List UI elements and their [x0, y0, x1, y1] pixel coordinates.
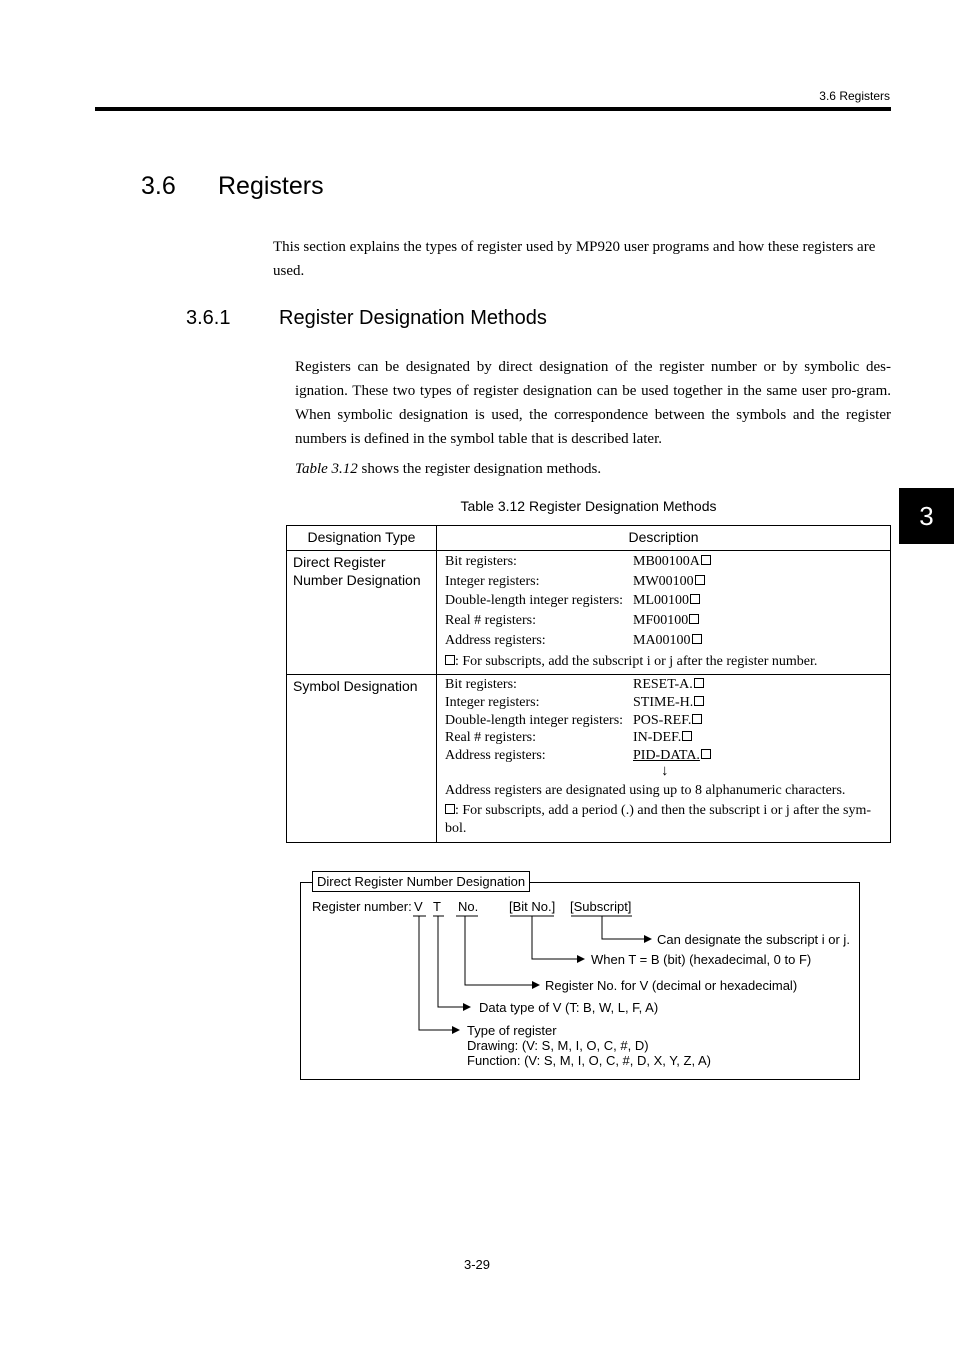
- symbol-row-value: IN-DEF.: [633, 730, 692, 746]
- subscript-box-icon: [445, 804, 455, 814]
- symbol-row-value: PID-DATA.: [633, 748, 711, 764]
- callout-bit-no: When T = B (bit) (hexadecimal, 0 to F): [591, 952, 812, 967]
- callout-drawing: Drawing: (V: S, M, I, O, C, #, D): [467, 1038, 649, 1053]
- callout-register-type: [467, 1023, 711, 1068]
- header-designation-type: Designation Type: [307, 529, 416, 545]
- symbol-row-name: Integer registers:: [445, 695, 540, 710]
- symbol-note-length: Address registers are designated using up to 8 alphanumeric characters.: [445, 783, 846, 798]
- table-reference: Table 3.12: [295, 461, 358, 477]
- callout-data-type: Data type of V (T: B, W, L, F, A): [479, 1000, 659, 1015]
- header-divider: [287, 550, 890, 551]
- register-table: [286, 525, 891, 843]
- symbol-row-value: RESET-A.: [633, 677, 704, 693]
- subscript-box-icon: [701, 555, 711, 565]
- callout-register-no: Register No. for V (decimal or hexadecimal): [545, 978, 798, 993]
- subscript-box-icon: [694, 678, 704, 688]
- direct-row-name: Bit registers:: [445, 554, 517, 569]
- symbol-note-subscript: : For subscripts, add a period (.) and then the subscript i or j after the sym-bol.: [445, 803, 872, 836]
- column-divider: [436, 526, 437, 842]
- subscript-box-icon: [701, 749, 711, 759]
- table-caption: Table 3.12 Register Designation Methods: [460, 498, 717, 514]
- subscript-box-icon: [692, 714, 702, 724]
- row-divider: [287, 674, 890, 675]
- diagram-part-subscript: [Subscript]: [570, 899, 632, 914]
- subsection-title: Register Designation Methods: [279, 307, 547, 329]
- symbol-row-value: POS-REF.: [633, 713, 702, 729]
- diagram-part-no: No.: [458, 899, 479, 914]
- subscript-box-icon: [694, 696, 704, 706]
- direct-row-value: MA00100: [633, 633, 702, 649]
- register-number-diagram: [300, 882, 860, 1080]
- diagram-title: Direct Register Number Designation: [312, 871, 530, 892]
- subscript-box-icon: [695, 575, 705, 585]
- page-number: 3-29: [463, 1257, 491, 1272]
- diagram-part-bit-no: [Bit No.]: [509, 899, 556, 914]
- subscript-box-icon: [689, 614, 699, 624]
- body-paragraph: Registers can be designated by direct designation of the register number or by symbolic des-ignation. These two types of register designation can be used together in the same user pro-gram. When symbolic designation is used, the correspondence between the symbols and the register numbers is defined in the symbol table that is described later.: [295, 359, 891, 447]
- callout-subscript: Can designate the subscript i or j.: [657, 932, 850, 947]
- subscript-box-icon: [445, 655, 455, 665]
- subscript-box-icon: [682, 731, 692, 741]
- symbol-designation-label: Symbol Designation: [293, 678, 418, 694]
- direct-row-value: MF00100: [633, 613, 699, 629]
- intro-paragraph: This section explains the types of register used by MP920 user programs and how these registers are used.: [273, 239, 876, 279]
- direct-row-value: MW00100: [633, 574, 705, 590]
- diagram-prefix: Register number:: [312, 899, 412, 914]
- subscript-box-icon: [692, 634, 702, 644]
- symbol-row-name: Bit registers:: [445, 677, 517, 692]
- direct-row-name: Address registers:: [445, 633, 546, 648]
- symbol-row-value: STIME-H.: [633, 695, 704, 711]
- direct-row-value: ML00100: [633, 593, 700, 609]
- subsection-number: 3.6.1: [186, 307, 231, 329]
- direct-row-name: Real # registers:: [445, 613, 536, 628]
- direct-row-name: Double-length integer registers:: [445, 593, 624, 608]
- table-reference-paragraph: [295, 461, 601, 478]
- diagram-part-t: T: [433, 899, 441, 914]
- symbol-row-name: Double-length integer registers:: [445, 713, 624, 728]
- direct-note: : For subscripts, add the subscript i or j after the register number.: [445, 653, 889, 671]
- section-number: 3.6: [141, 172, 176, 200]
- section-title: Registers: [218, 172, 324, 200]
- symbol-row-name: Address registers:: [445, 748, 546, 763]
- direct-row-name: Integer registers:: [445, 574, 540, 589]
- callout-register-type-title: Type of register: [467, 1023, 557, 1038]
- direct-label-line1: Direct Register: [293, 554, 386, 570]
- header-description: Description: [628, 529, 699, 545]
- running-header: 3.6 Registers: [819, 89, 890, 103]
- symbol-row-name: Real # registers:: [445, 730, 536, 745]
- chapter-tab: 3: [899, 488, 954, 544]
- direct-designation-label: [293, 553, 421, 589]
- table-reference-text: shows the register designation methods.: [357, 461, 602, 477]
- callout-function: Function: (V: S, M, I, O, C, #, D, X, Y, Z, A): [467, 1053, 711, 1068]
- down-arrow-icon: ↓: [661, 763, 669, 779]
- direct-row-value: MB00100A: [633, 554, 711, 570]
- direct-label-line2: Number Designation: [293, 572, 421, 588]
- subscript-box-icon: [690, 594, 700, 604]
- diagram-part-v: V: [414, 899, 423, 914]
- header-rule: [95, 107, 891, 111]
